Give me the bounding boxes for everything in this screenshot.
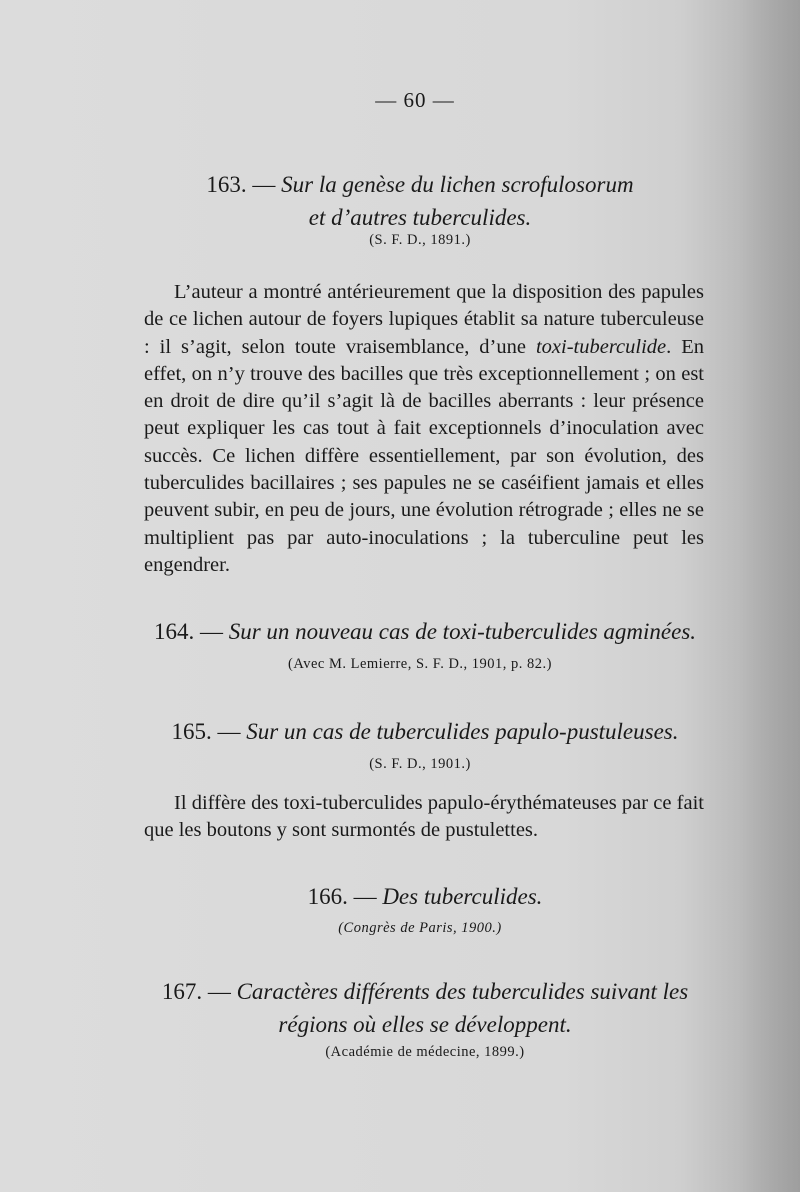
body-text: Il diffère des toxi-tuberculides papulo-érythémateuses par ce fait que les boutons y sont surmontés de pustulettes. [144,792,704,842]
page-shadow-edge [740,0,800,1192]
entry-163-source: (S. F. D., 1891.) [369,232,471,248]
body-italic-term: toxi-tuberculide [535,335,667,358]
entry-number: 165. [171,719,212,744]
entry-164-title [130,615,720,648]
entry-number: 166. [307,884,348,909]
body-text: . En effet, on n’y trouve des bacilles que très exceptionnellement ; on est en droit de dire qu’il s’agit là de bacilles aberrants : leur présence peut expliquer les cas tout à fait exceptionnels d’inoculation avec succès. Ce lichen diffère essentiellement, par son évolution, des tuberculides bacillaires ; ses papules ne se caséifient jamais et elles peuvent subir, en peu de jours, une évolution rétrograde ; elles ne se multiplient pas par auto-inoculations ; la tuberculine peut les engendrer. [144,335,704,576]
entry-number: 167. [161,979,203,1004]
entry-167-title [140,975,710,1041]
entry-dash: — [217,719,241,744]
entry-dash: — [207,979,231,1004]
entry-dash: — [353,884,377,909]
entry-163-title [150,168,690,234]
page-number: — 60 — [375,88,455,112]
entry-title-line: Sur un cas de tuberculides papulo-pustuleuses. [246,719,679,744]
entry-dash: — [199,619,223,644]
entry-number: 163. [206,172,247,197]
entry-164-source: (Avec M. Lemierre, S. F. D., 1901, p. 82.) [287,656,552,672]
entry-166-source: (Congrès de Paris, 1900.) [338,920,502,936]
entry-167-source: (Académie de médecine, 1899.) [325,1044,525,1060]
entry-title-line: régions où elles se développent. [278,1012,572,1037]
entry-number: 164. [153,619,195,644]
entry-163-body [144,279,704,579]
entry-dash: — [252,172,276,197]
entry-165-source: (S. F. D., 1901.) [369,756,471,772]
entry-165-title [145,715,705,748]
entry-title-line: Des tuberculides. [382,884,543,909]
entry-title-line: Sur un nouveau cas de toxi-tuberculides agminées. [228,619,697,644]
entry-title-line: Caractères différents des tuberculides suivant les [236,979,689,1004]
entry-title-line: Sur la genèse du lichen scrofulosorum [281,172,634,197]
entry-166-title [260,880,590,913]
entry-title-line: et d’autres tuberculides. [308,205,532,230]
entry-165-body [144,790,704,845]
body-text: L’auteur a montré antérieurement que la disposition des papules de ce lichen autour de foyers lupiques établit sa nature tuberculeuse : il s’agit, selon toute vraisemblance, d’une [144,281,704,358]
